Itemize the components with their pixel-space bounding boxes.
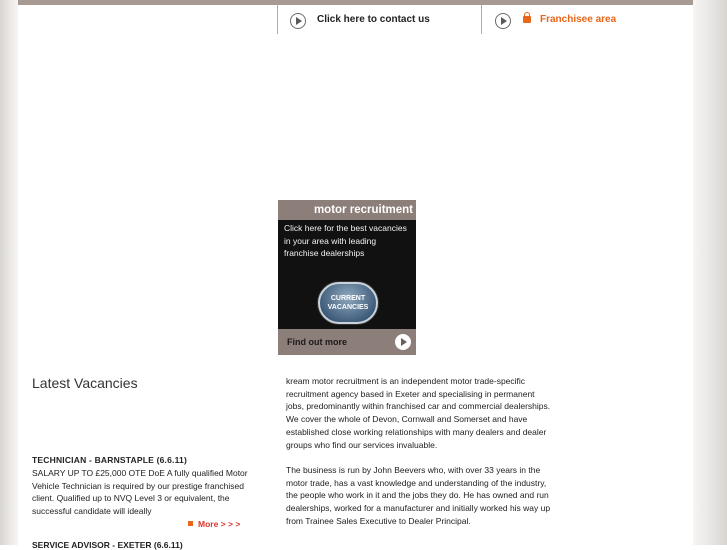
header-divider: [481, 5, 482, 34]
find-out-more-link[interactable]: [278, 329, 416, 355]
lock-icon: [523, 16, 531, 23]
current-vacancies-line1: CURRENT: [330, 295, 366, 302]
play-icon: [395, 334, 411, 350]
find-out-more-label: Find out more: [287, 337, 347, 347]
about-section: [286, 375, 551, 540]
more-label: More > > >: [198, 519, 241, 529]
current-vacancies-button[interactable]: [318, 282, 378, 324]
about-paragraph: kream motor recruitment is an independent motor trade-specific recruitment agency based in Exeter and specialising in permanent jobs, predominantly within franchised car and commercial dealerships. We cover the whole of Devon, Cornwall and Somerset and have established close working relationships with many dealers and dealer groups who find our services invaluable.: [286, 376, 551, 450]
contact-us-label: Click here to contact us: [317, 14, 430, 25]
banner-title: motor recruitment: [278, 200, 416, 220]
vacancy-title[interactable]: SERVICE ADVISOR - EXETER (6.6.11): [32, 540, 183, 550]
motor-recruitment-banner[interactable]: [278, 200, 416, 355]
bullet-square-icon: [188, 521, 193, 526]
vacancy-more-link[interactable]: [188, 519, 240, 529]
left-shadow-border: [0, 0, 18, 545]
top-bar: [18, 0, 693, 5]
latest-vacancies-heading: Latest Vacancies: [32, 375, 138, 391]
banner-text: Click here for the best vacancies in your area with leading franchise dealerships: [284, 223, 407, 258]
vacancy-title[interactable]: TECHNICIAN - BARNSTAPLE (6.6.11): [32, 455, 188, 465]
about-paragraph: The business is run by John Beevers who, with over 33 years in the motor trade, has a vast knowledge and understanding of the industry, the people who work in it and the jobs they do. He has owned and run dealerships, worked for a manufacturer and initially worked his way up from Trainee Sales Executive to Dealer Principal.: [286, 464, 551, 526]
current-vacancies-line2: VACANCIES: [327, 304, 369, 311]
play-icon: [495, 13, 511, 29]
play-icon: [290, 13, 306, 29]
header-divider: [277, 5, 278, 34]
franchisee-area-label: Franchisee area: [540, 14, 617, 25]
right-shadow-border: [693, 0, 727, 545]
vacancy-description: SALARY UP TO £25,000 OTE DoE A fully qualified Motor Vehicle Technician is required by our prestige franchised client. Qualified up to NVQ Level 3 or equivalent, the successful candidate will ideally: [32, 468, 248, 516]
